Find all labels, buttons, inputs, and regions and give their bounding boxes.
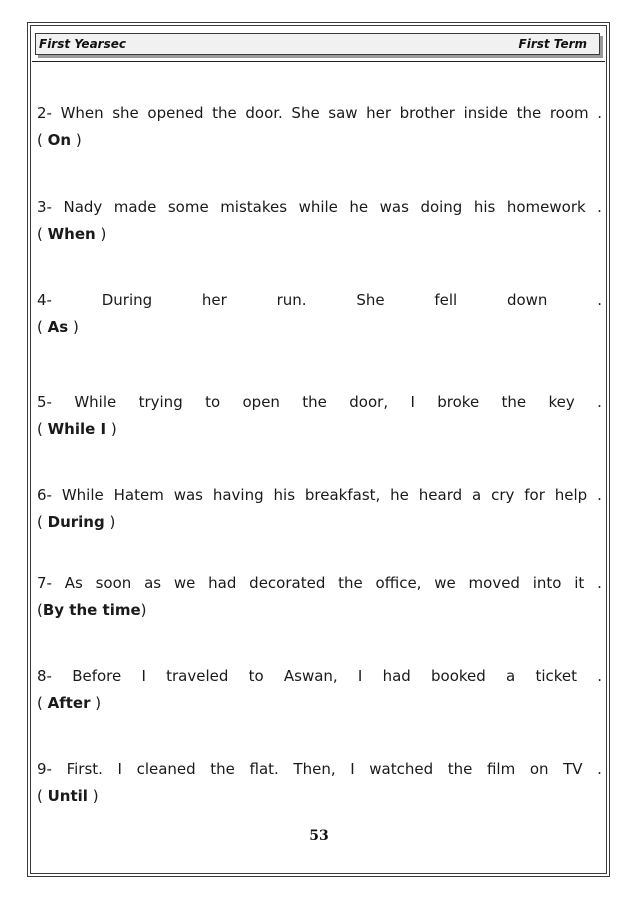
- sentence-word: he: [390, 486, 409, 504]
- page-number: 53: [309, 828, 329, 844]
- sentence-word: Nady: [63, 198, 103, 216]
- sentence-word: .: [597, 104, 602, 122]
- sentence-word: I: [357, 667, 363, 685]
- sentence-word: the: [210, 760, 235, 778]
- header-rule: [32, 61, 605, 62]
- sentence-word: broke: [437, 393, 480, 411]
- sentence-word: soon: [95, 574, 132, 592]
- exercise-sentence: [37, 573, 602, 593]
- sentence-word: While: [61, 486, 104, 504]
- exercise-sentence: [37, 392, 602, 412]
- exercise-sentence: [37, 759, 602, 779]
- answer-keyword: While I: [47, 420, 107, 438]
- answer-open-paren: (: [37, 513, 48, 531]
- sentence-word: opened: [147, 104, 204, 122]
- sentence-word: 8-: [37, 667, 52, 685]
- sentence-word: 5-: [37, 393, 52, 411]
- exercise-sentence: [37, 103, 602, 123]
- answer-close-paren: ): [104, 513, 116, 531]
- answer-hint: [37, 130, 602, 150]
- answer-close-paren: ): [68, 318, 79, 336]
- sentence-word: flat.: [249, 760, 279, 778]
- header-year: First Yearsec: [39, 37, 126, 51]
- sentence-word: trying: [138, 393, 183, 411]
- answer-close-paren: ): [71, 131, 82, 149]
- answer-hint: [37, 224, 602, 244]
- answer-hint: [37, 317, 602, 337]
- sentence-word: to: [205, 393, 221, 411]
- sentence-word: room: [549, 104, 589, 122]
- sentence-word: As: [64, 574, 83, 592]
- sentence-word: film: [486, 760, 516, 778]
- sentence-word: while: [298, 198, 338, 216]
- sentence-word: She: [291, 104, 320, 122]
- answer-close-paren: ): [90, 694, 102, 712]
- sentence-word: the: [338, 574, 363, 592]
- sentence-word: .: [597, 760, 602, 778]
- sentence-word: 3-: [37, 198, 52, 216]
- sentence-word: run.: [276, 291, 307, 309]
- exercise-sentence: [37, 197, 602, 217]
- sentence-word: 4-: [37, 291, 52, 309]
- answer-open-paren: (: [37, 601, 43, 619]
- page-border-inner: [30, 25, 607, 874]
- sentence-word: was: [379, 198, 409, 216]
- sentence-word: cleaned: [136, 760, 196, 778]
- answer-open-paren: (: [37, 225, 48, 243]
- sentence-word: the: [501, 393, 527, 411]
- sentence-word: Hatem: [113, 486, 164, 504]
- answer-keyword: As: [47, 318, 69, 336]
- exercise-item: [37, 197, 602, 244]
- sentence-word: open: [242, 393, 280, 411]
- sentence-word: homework: [506, 198, 586, 216]
- answer-hint: [37, 512, 602, 532]
- sentence-word: moved: [468, 574, 520, 592]
- sentence-word: I: [350, 760, 355, 778]
- sentence-word: key: [548, 393, 575, 411]
- sentence-word: Then,: [293, 760, 336, 778]
- sentence-word: we: [173, 574, 196, 592]
- sentence-word: I: [117, 760, 122, 778]
- sentence-word: heard: [418, 486, 463, 504]
- answer-keyword: During: [47, 513, 105, 531]
- exercise-item: [37, 759, 602, 806]
- sentence-word: decorated: [249, 574, 326, 592]
- sentence-word: was: [173, 486, 203, 504]
- sentence-word: the: [516, 104, 542, 122]
- exercise-item: [37, 666, 602, 713]
- sentence-word: having: [212, 486, 264, 504]
- answer-keyword: After: [47, 694, 91, 712]
- exercise-item: [37, 573, 602, 620]
- exercise-sentence: [37, 290, 602, 310]
- sentence-word: a: [506, 667, 516, 685]
- answer-hint: [37, 693, 602, 713]
- answer-keyword: Until: [47, 787, 88, 805]
- sentence-word: made: [113, 198, 157, 216]
- exercise-item: [37, 290, 602, 337]
- sentence-word: doing: [420, 198, 463, 216]
- sentence-word: 2-: [37, 104, 52, 122]
- answer-close-paren: ): [95, 225, 107, 243]
- sentence-word: her: [201, 291, 227, 309]
- sentence-word: help: [554, 486, 588, 504]
- sentence-word: had: [382, 667, 411, 685]
- sentence-word: some: [167, 198, 209, 216]
- answer-open-paren: (: [37, 318, 48, 336]
- sentence-word: 7-: [37, 574, 52, 592]
- sentence-word: she: [112, 104, 139, 122]
- sentence-word: the: [302, 393, 327, 411]
- sentence-word: to: [248, 667, 264, 685]
- sentence-word: her: [366, 104, 392, 122]
- sentence-word: .: [597, 667, 602, 685]
- sentence-word: .: [597, 574, 602, 592]
- sentence-word: During: [101, 291, 153, 309]
- sentence-word: we: [434, 574, 456, 592]
- exercise-sentence: [37, 485, 602, 505]
- sentence-word: saw: [328, 104, 358, 122]
- answer-close-paren: ): [106, 420, 117, 438]
- answer-keyword: On: [47, 131, 72, 149]
- sentence-word: I: [141, 667, 146, 685]
- answer-open-paren: (: [37, 787, 48, 805]
- answer-hint: [37, 786, 602, 806]
- sentence-word: First.: [66, 760, 103, 778]
- sentence-word: fell: [434, 291, 458, 309]
- header-term: First Term: [518, 37, 587, 51]
- answer-close-paren: ): [140, 601, 147, 619]
- sentence-word: office,: [375, 574, 422, 592]
- sentence-word: for: [524, 486, 545, 504]
- sentence-word: She: [356, 291, 385, 309]
- sentence-word: it: [574, 574, 585, 592]
- sentence-word: Before: [72, 667, 122, 685]
- answer-open-paren: (: [37, 694, 48, 712]
- sentence-word: brother: [399, 104, 455, 122]
- answer-keyword: By the time: [42, 601, 141, 619]
- sentence-word: traveled: [166, 667, 229, 685]
- answer-close-paren: ): [87, 787, 99, 805]
- exercise-item: [37, 103, 602, 150]
- sentence-word: booked: [431, 667, 486, 685]
- sentence-word: inside: [463, 104, 508, 122]
- sentence-word: ticket: [535, 667, 577, 685]
- sentence-word: a: [472, 486, 482, 504]
- answer-keyword: When: [47, 225, 96, 243]
- sentence-word: mistakes: [220, 198, 288, 216]
- sentence-word: .: [597, 291, 602, 309]
- sentence-word: his: [273, 486, 296, 504]
- sentence-word: door,: [349, 393, 389, 411]
- sentence-word: he: [349, 198, 369, 216]
- answer-open-paren: (: [37, 420, 48, 438]
- sentence-word: the: [212, 104, 237, 122]
- sentence-word: watched: [369, 760, 434, 778]
- exercise-item: [37, 485, 602, 532]
- sentence-word: into: [532, 574, 562, 592]
- sentence-word: .: [597, 393, 602, 411]
- answer-open-paren: (: [37, 131, 48, 149]
- sentence-word: .: [597, 198, 602, 216]
- sentence-word: cry: [491, 486, 515, 504]
- sentence-word: as: [144, 574, 162, 592]
- exercise-item: [37, 392, 602, 439]
- sentence-word: his: [473, 198, 496, 216]
- exercise-sentence: [37, 666, 602, 686]
- sentence-word: 6-: [37, 486, 52, 504]
- sentence-word: I: [410, 393, 415, 411]
- sentence-word: on: [529, 760, 549, 778]
- sentence-word: 9-: [37, 760, 52, 778]
- sentence-word: the: [447, 760, 473, 778]
- sentence-word: breakfast,: [304, 486, 381, 504]
- sentence-word: Aswan,: [283, 667, 338, 685]
- sentence-word: While: [74, 393, 117, 411]
- answer-hint: [37, 419, 602, 439]
- sentence-word: .: [597, 486, 602, 504]
- answer-hint: [37, 600, 602, 620]
- sentence-word: door.: [245, 104, 283, 122]
- sentence-word: had: [208, 574, 237, 592]
- sentence-word: TV: [563, 760, 583, 778]
- sentence-word: When: [60, 104, 104, 122]
- sentence-word: down: [506, 291, 548, 309]
- page-header: [35, 33, 600, 55]
